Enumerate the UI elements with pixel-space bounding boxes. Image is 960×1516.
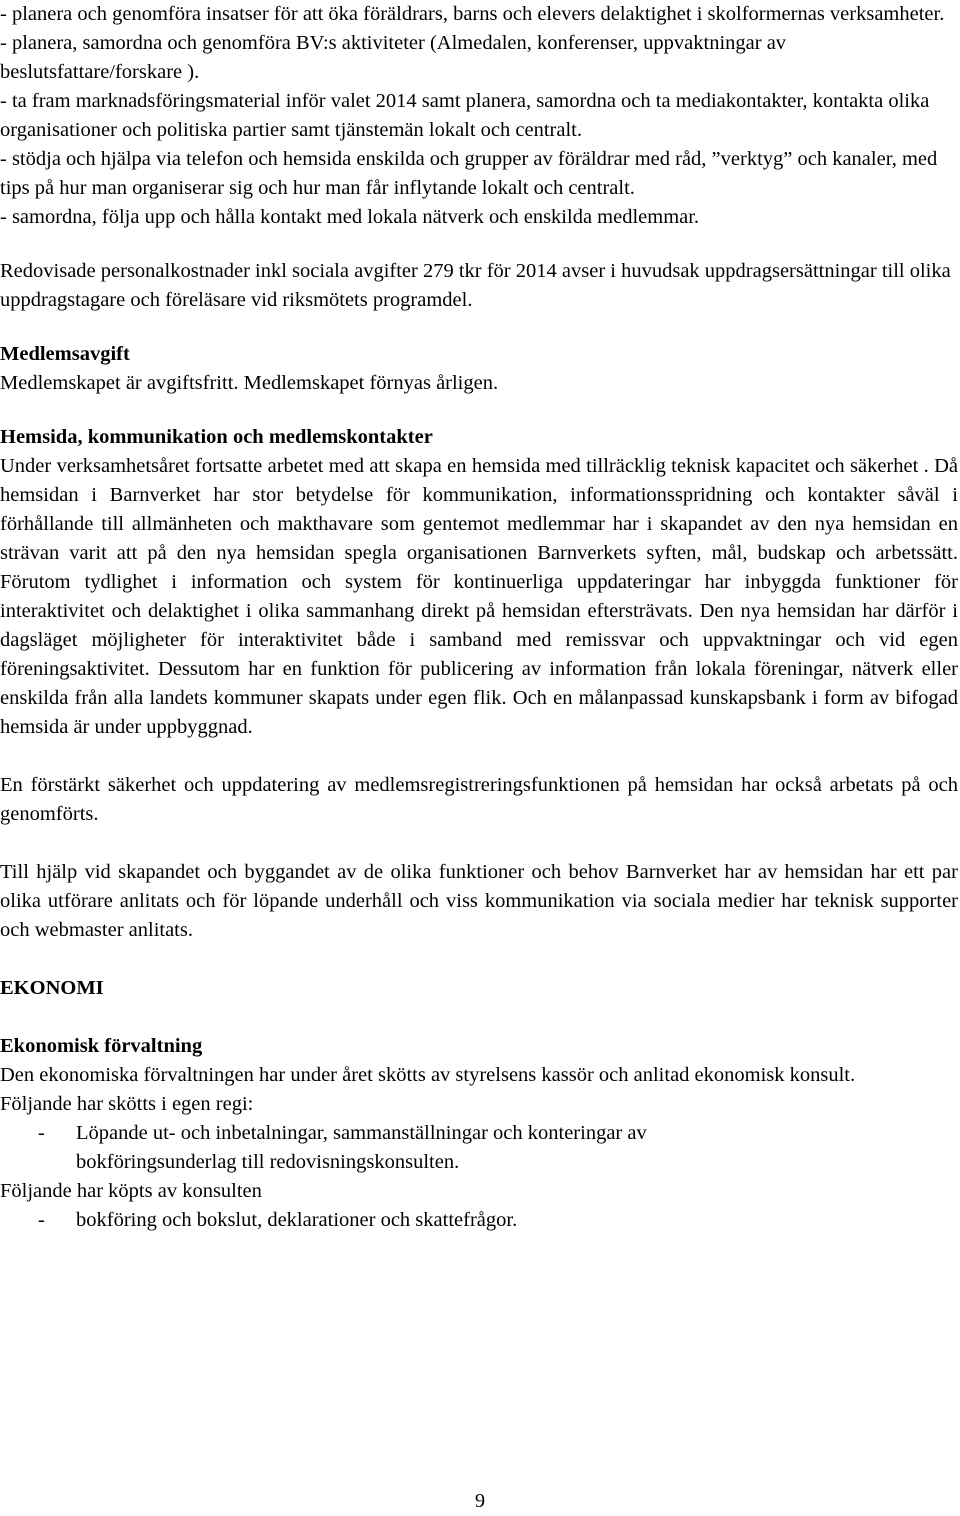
intro-bullet-4: - stödja och hjälpa via telefon och hemsida enskilda och grupper av föräldrar med råd, ”verktyg” och kanaler, med tips på hur man organiserar sig och hur man får inflytande lokalt och centralt. — [0, 148, 938, 199]
website-paragraph-2: En förstärkt säkerhet och uppdatering av medlemsregistreringsfunktionen på hemsidan har också arbetats på och genomförts. — [0, 774, 958, 825]
economy-text: Den ekonomiska förvaltningen har under året skötts av styrelsens kassör och anlitad ekonomisk konsult. — [0, 1064, 856, 1086]
own-management-list — [0, 1119, 958, 1177]
intro-bullet-5: - samordna, följa upp och hålla kontakt med lokala nätverk och enskilda medlemmar. — [0, 206, 700, 228]
intro-bullet-list — [0, 0, 958, 232]
page-number: 9 — [474, 1490, 486, 1512]
consultant-label: Följande har köpts av konsulten — [0, 1180, 262, 1202]
economy-title: EKONOMI — [0, 977, 104, 999]
membership-heading: Medlemsavgift — [0, 343, 130, 365]
consultant-item: - bokföring och bokslut, deklarationer och skattefrågor. — [0, 1206, 958, 1235]
intro-bullet-1: - planera och genomföra insatser för att öka föräldrars, barns och elevers delaktighet i skolformernas verksamheter. — [0, 3, 945, 25]
website-paragraph-1: Under verksamhetsåret fortsatte arbetet med att skapa en hemsida med tillräcklig teknisk kapacitet och säkerhet . Då hemsidan i Barnverket har stor betydelse för kommunikation, informationsspridning och kontakter såväl i förhållande till allmänheten och makthavare som gentemot medlemmar har i skapandet av den nya hemsidan en strävan varit att på den nya hemsidan spegla organisationen Barnverkets syften, mål, budskap och arbetssätt. Förutom tydlighet i information och system för kontinuerliga uppdateringar har inbyggda funktioner för interaktivitet och delaktighet i olika sammanhang direkt på hemsidan eftersträvats. Den nya hemsidan har därför i dagsläget möjligheter för interaktivitet både i samband med remissvar och uppvaktningar och vid egen föreningsaktivitet. Dessutom har en funktion för publicering av information från lokala föreningar, nätverk eller enskilda från alla landets kommuner skapats under egen flik. Och en målanpassad kunskapsbank i form av bifogad hemsida är under uppbyggnad. — [0, 455, 958, 738]
website-paragraph-3: Till hjälp vid skapandet och byggandet av de olika funktioner och behov Barnverket har av hemsidan har ett par olika utförare anlitats och för löpande underhåll och viss kommunikation via sociala medier har teknisk supporter och webmaster anlitats. — [0, 861, 958, 941]
own-management-label: Följande har skötts i egen regi: — [0, 1093, 254, 1115]
personnel-cost-paragraph: Redovisade personalkostnader inkl sociala avgifter 279 tkr för 2014 avser i huvudsak uppdragsersättningar till olika uppdragstagare och föreläsare vid riksmötets programdel. — [0, 260, 951, 311]
membership-text: Medlemskapet är avgiftsfritt. Medlemskapet förnyas årligen. — [0, 372, 499, 394]
intro-bullet-2: - planera, samordna och genomföra BV:s aktiviteter (Almedalen, konferenser, uppvaktningar av beslutsfattare/forskare ). — [0, 32, 787, 83]
consultant-list — [0, 1206, 958, 1235]
intro-bullet-3: - ta fram marknadsföringsmaterial inför valet 2014 samt planera, samordna och ta mediakontakter, kontakta olika organisationer och politiska partier samt tjänstemän lokalt och centralt. — [0, 90, 930, 141]
website-heading: Hemsida, kommunikation och medlemskontakter — [0, 426, 433, 448]
own-management-item: - Löpande ut- och inbetalningar, sammanställningar och konteringar av bokföringsunderlag till redovisningskonsulten. — [0, 1119, 796, 1177]
economy-subheading: Ekonomisk förvaltning — [0, 1035, 203, 1057]
